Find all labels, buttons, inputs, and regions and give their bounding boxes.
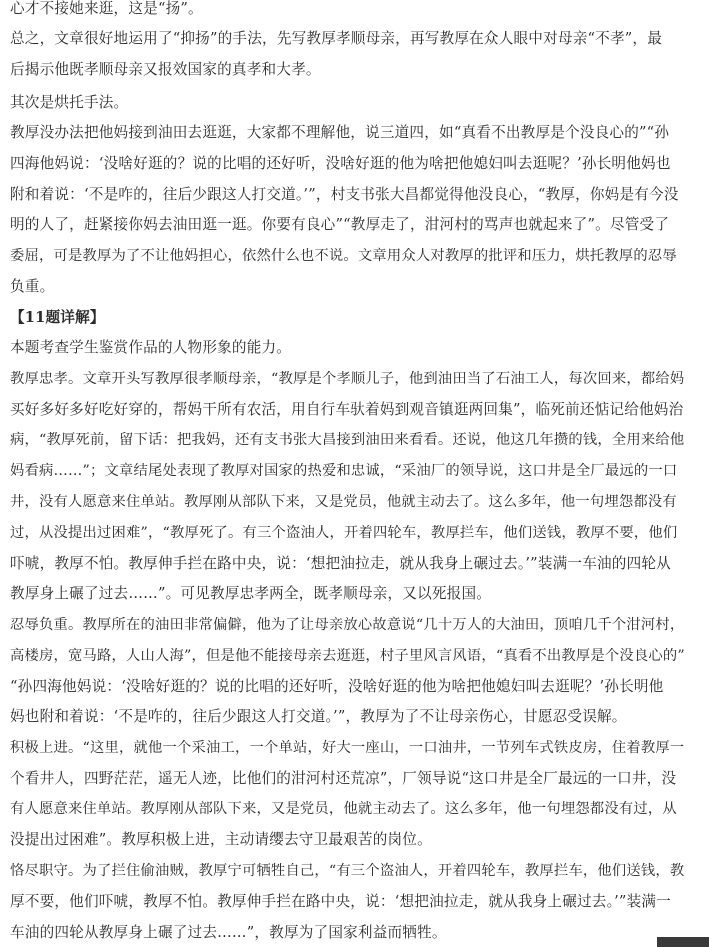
text-line: 总之，文章很好地运用了“抑扬”的手法，先写教厚孝顺母亲，再写教厚在众人眼中对母亲“不孝”，最	[10, 30, 662, 47]
text-line: 厚不要，他们吓唬，教厚不怕。教厚伸手拦在路中央，说：‘想把油拉走，就从我身上碾过去。’”装满一	[10, 893, 671, 910]
text-line: 吓唬，教厚不怕。教厚伸手拦在路中央，说：‘想把油拉走，就从我身上碾过去。’”装满一车油的四轮从	[10, 555, 671, 572]
text-line: 负重。	[10, 278, 55, 295]
text-line: 教厚没办法把他妈接到油田去逛逛，大家都不理解他，说三道四，如“真看不出教厚是个没良心的”“孙	[10, 124, 670, 141]
text-line: 本题考查学生鉴赏作品的人物形象的能力。	[10, 339, 292, 356]
text-line: 没提出过困难”。教厚积极上进，主动请缨去守卫最艰苦的岗位。	[10, 831, 432, 848]
text-line: 买好多好多好吃好穿的，帮妈干所有农活，用自行车驮着妈到观音镇逛两回集”，临死前还惦记给他妈治	[10, 401, 684, 418]
text-line: 妈看病……”；文章结尾处表现了教厚对国家的热爱和忠诚，“采油厂的领导说，这口井是全厂最远的一口	[10, 463, 678, 479]
text-line: 妈也附和着说：‘不是咋的，往后少跟这人打交道。’”，教厚为了不让母亲伤心，甘愿忍受误解。	[10, 708, 627, 725]
text-line: 教厚忠孝。文章开头写教厚很孝顺母亲，“教厚是个孝顺儿子，他到油田当了石油工人，每次回来，都给妈	[10, 371, 685, 387]
text-line: 车油的四轮从教厚身上碾了过去……”，教厚为了国家利益而牺牲。	[10, 924, 447, 941]
text-line: 忍辱负重。教厚所在的油田非常偏僻，他为了让母亲放心故意说“几十万人的大油田，顶咱几千个泔河村，	[10, 617, 685, 633]
section-heading: 【11题详解】	[10, 309, 105, 326]
text-line: “孙四海他妈说：‘没啥好逛的？说的比唱的还好听，没啥好逛的他为啥把他媳妇叫去逛呢？’孙长明他	[10, 678, 664, 695]
text-line: 高楼房，宽马路，人山人海”，但是他不能接母亲去逛逛，村子里风言风语，“真看不出教厚是个没良心的”	[10, 648, 685, 664]
text-line: 委屈，可是教厚为了不让他妈担心，依然什么也不说。文章用众人对教厚的批评和压力，烘托教厚的忍辱	[10, 248, 677, 264]
text-line: 附和着说：‘不是咋的，往后少跟这人打交道。’”，村支书张大昌都觉得他没良心，“教厚，你妈是有今没	[10, 186, 679, 203]
text-line: 后揭示他既孝顺母亲又报效国家的真孝和大孝。	[10, 61, 321, 78]
text-line: 过，从没提出过困难”，“教厚死了。有三个盗油人，开着四轮车，教厚拦车，他们送钱，教厚不要，他们	[10, 525, 678, 541]
text-line: 个看井人，四野茫茫，遥无人迹，比他们的泔河村还荒凉”，厂领导说“这口井是全厂最远的一口井，没	[10, 770, 677, 787]
text-line: 有人愿意来住单站。教厚刚从部队下来，又是党员，他就主动去了。这么多年，他一句埋怨都没有过，从	[10, 801, 677, 817]
page-corner-block	[657, 937, 709, 947]
text-line: 心才不接她来逛，这是“扬”。	[10, 0, 203, 17]
text-line: 井，没有人愿意来住单站。教厚刚从部队下来，又是党员，他就主动去了。这么多年，他一句埋怨都没有	[10, 494, 677, 510]
text-line: 其次是烘托手法。	[10, 94, 129, 111]
text-line: 恪尽职守。为了拦住偷油贼，教厚宁可牺牲自己，“有三个盗油人，开着四轮车，教厚拦车，他们送钱，教	[10, 863, 685, 879]
text-line: 病，“教厚死前，留下话：把我妈，还有支书张大昌接到油田来看看。还说，他这几年攒的钱，全用来给他	[10, 432, 685, 448]
text-line: 积极上进。“这里，就他一个采油工，一个单站，好大一座山，一口油井，一节列车式铁皮房，住着教厚一	[10, 740, 685, 756]
text-line: 教厚身上碾了过去……”。可见教厚忠孝两全，既孝顺母亲，又以死报国。	[10, 585, 492, 602]
text-line: 四海他妈说：‘没啥好逛的？说的比唱的还好听，没啥好逛的他为啥把他媳妇叫去逛呢？’孙长明他妈也	[10, 155, 671, 172]
text-line: 明的人了，赶紧接你妈去油田逛一逛。你要有良心”“教厚走了，泔河村的骂声也就起来了”。尽管受了	[10, 216, 670, 233]
